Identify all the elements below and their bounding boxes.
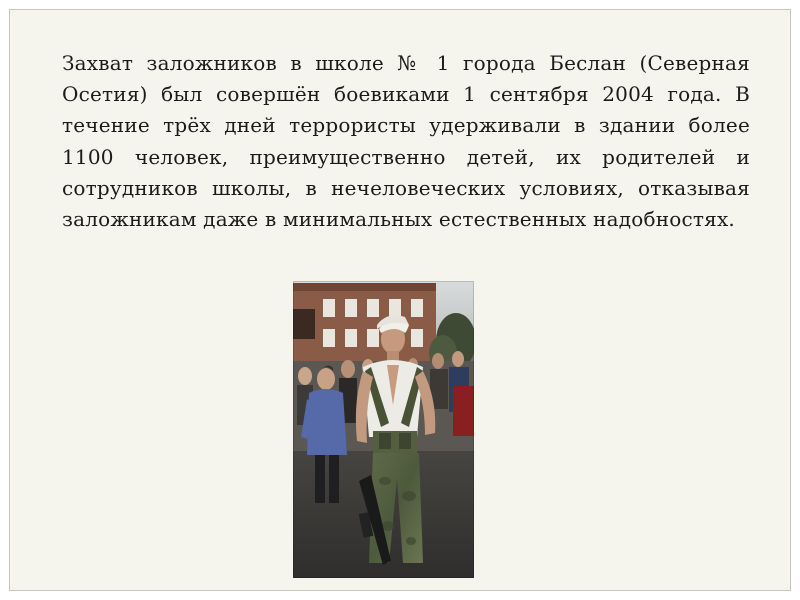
slide-body-text: Захват заложников в школе № 1 города Беслан (Северная Осетия) был совершён боевиками 1 сентября 2004 года. В течение трёх дней террористы удерживали в здании более 1100 человек, преимущественно детей, их родителей и сотрудников школы, в нечеловеческих условиях, отказывая заложникам даже в минимальных естественных надобностях. [62,51,750,232]
photo-illustration [293,281,474,578]
slide-photo [293,281,474,578]
